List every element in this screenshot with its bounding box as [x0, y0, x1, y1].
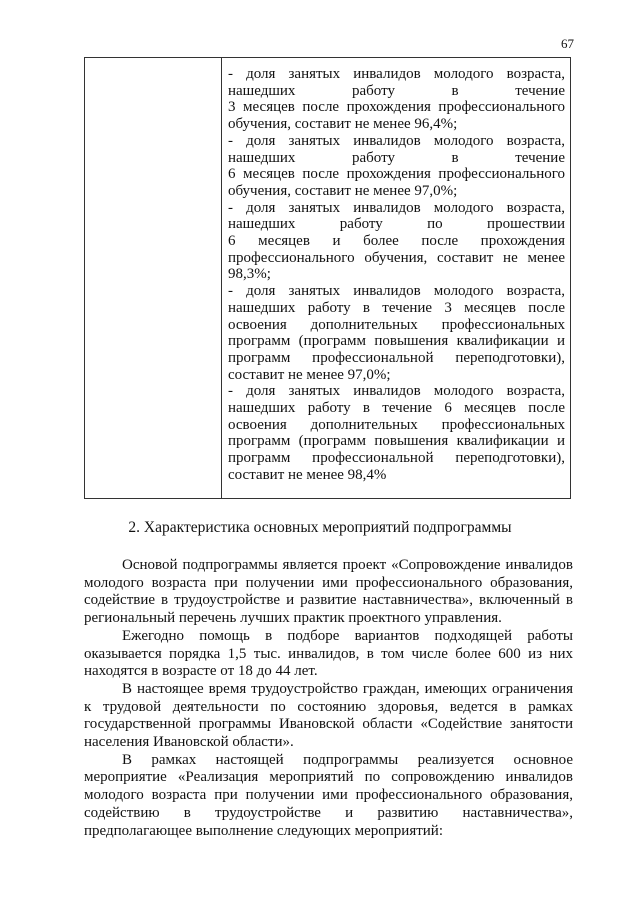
- table-cell-line: нашедших работу в течение: [228, 149, 565, 166]
- table-cell-line: программ (программ повышения квалификации и: [228, 433, 565, 450]
- table-cell-line: составит не менее 97,0%;: [228, 366, 391, 383]
- table-cell-line: 98,3%;: [228, 266, 271, 283]
- body-line: В настоящее время трудоустройство граждан, имеющих ограничения: [122, 680, 573, 697]
- table-cell-line: обучения, составит не менее 96,4%;: [228, 116, 458, 133]
- table-cell-line: нашедших работу в течение: [228, 82, 565, 99]
- table: [84, 57, 571, 499]
- body-line: региональный перечень лучших практик проектного управления.: [84, 610, 502, 627]
- table-cell-line: - доля занятых инвалидов молодого возраста,: [228, 383, 565, 400]
- table-cell-line: 6 месяцев после прохождения профессионального: [228, 166, 565, 183]
- body-line: содействие в трудоустройстве и развитие наставничества», включенный в: [84, 592, 573, 609]
- table-cell-line: - доля занятых инвалидов молодого возраста,: [228, 132, 565, 149]
- body-line: мероприятие «Реализация мероприятий по сопровождению инвалидов: [84, 769, 573, 786]
- table-cell-line: нашедших работу по прошествии: [228, 216, 565, 233]
- body-line: государственной программы Ивановской области «Содействие занятости: [84, 716, 573, 733]
- body-text: [84, 557, 573, 840]
- table-cell-line: 6 месяцев и более после прохождения: [228, 233, 565, 250]
- table-cell-line: освоения дополнительных профессиональных: [228, 416, 565, 433]
- table-cell-text: [228, 66, 565, 484]
- body-line: Ежегодно помощь в подборе вариантов подходящей работы: [122, 627, 573, 644]
- body-line: содействию в трудоустройстве и развитию наставничества»,: [84, 804, 573, 821]
- table-cell-line: - доля занятых инвалидов молодого возраста,: [228, 199, 565, 216]
- table-column-divider: [221, 58, 222, 498]
- table-cell-line: - доля занятых инвалидов молодого возраста,: [228, 66, 565, 82]
- body-line: молодого возраста при получении ими профессионального образования,: [84, 787, 573, 804]
- body-line: В рамках настоящей подпрограммы реализуется основное: [122, 751, 573, 768]
- body-line: оказывается порядка 1,5 тыс. инвалидов, в том числе более 600 из них: [84, 645, 573, 662]
- table-cell-line: 3 месяцев после прохождения профессионального: [228, 99, 565, 116]
- table-cell-line: обучения, составит не менее 97,0%;: [228, 182, 458, 199]
- table-cell-line: нашедших работу в течение 3 месяцев после: [228, 299, 565, 316]
- body-line: населения Ивановской области».: [84, 734, 294, 751]
- body-line: предполагающее выполнение следующих мероприятий:: [84, 822, 443, 839]
- body-line: молодого возраста при получении ими профессионального образования,: [84, 574, 573, 591]
- table-cell-line: нашедших работу в течение 6 месяцев после: [228, 400, 565, 417]
- table-cell-line: программ (программ повышения квалификации и: [228, 333, 565, 350]
- body-line: к трудовой деятельности по состоянию здоровья, ведется в рамках: [84, 698, 573, 715]
- table-cell-line: освоения дополнительных профессиональных: [228, 316, 565, 333]
- table-cell-line: программ профессиональной переподготовки),: [228, 349, 565, 366]
- body-line: находятся в возрасте от 18 до 44 лет.: [84, 663, 318, 680]
- section-heading: 2. Характеристика основных мероприятий подпрограммы: [128, 519, 512, 536]
- table-cell-line: программ профессиональной переподготовки),: [228, 450, 565, 467]
- body-line: Основой подпрограммы является проект «Сопровождение инвалидов: [122, 557, 573, 573]
- table-cell-line: - доля занятых инвалидов молодого возраста,: [228, 283, 565, 300]
- table-cell-line: составит не менее 98,4%: [228, 466, 387, 483]
- page-number: 67: [561, 36, 574, 51]
- table-cell-line: профессионального обучения, составит не менее: [228, 249, 565, 266]
